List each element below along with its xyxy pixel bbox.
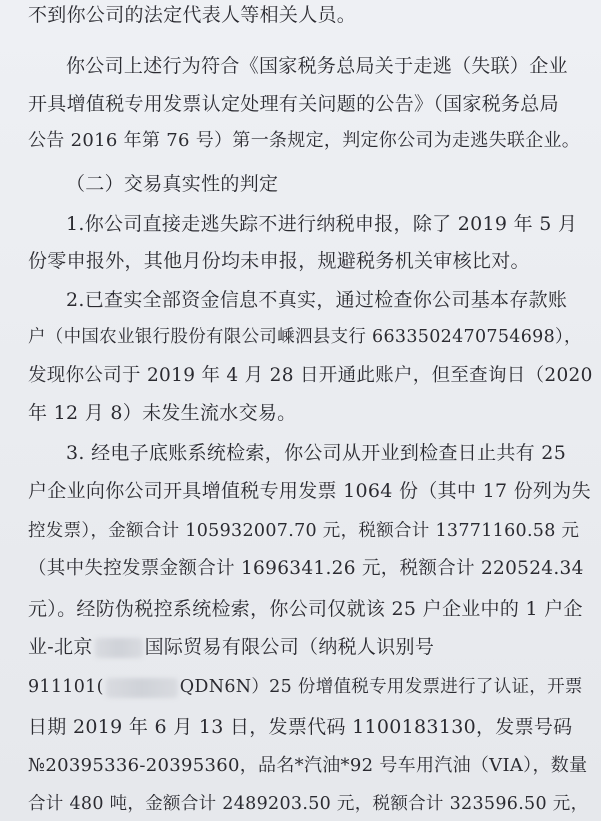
text-line-9: 户（中国农业银行股份有限公司嵊泗县支行 6633502470754698），	[28, 327, 582, 347]
text-line-18-prefix: 911101(	[28, 677, 104, 697]
text-line-6: 1.你公司直接走逃失踪不进行纳税申报，除了 2019 年 5 月	[66, 213, 578, 235]
text-line-14: 控发票），金额合计 105932007.70 元，税额合计 13771160.58 元	[28, 521, 580, 541]
text-line-21: 合计 480 吨，金额合计 2489203.50 元，税额合计 323596.50 元，	[28, 794, 589, 814]
text-line-18	[28, 674, 583, 700]
text-line-11: 年 12 月 8）未发生流水交易。	[28, 402, 297, 424]
text-line-12: 3. 经电子底账系统检索，你公司从开业到检查日止共有 25	[66, 442, 567, 464]
text-line-8: 2.已查实全部资金信息不真实，通过检查你公司基本存款账	[66, 289, 568, 311]
text-line-4: 公告 2016 年第 76 号）第一条规定，判定你公司为走逃失联企业。	[28, 130, 581, 151]
section-heading: （二）交易真实性的判定	[66, 173, 279, 195]
text-line-17-prefix: 业-北京	[28, 636, 93, 658]
text-line-15: （其中失控发票金额合计 1696341.26 元，税额合计 220524.34	[28, 558, 584, 579]
text-line-19: 日期 2019 年 6 月 13 日，发票代码 1100183130，发票号码	[28, 716, 573, 738]
text-line-2: 你公司上述行为符合《国家税务总局关于走逃（失联）企业	[66, 55, 568, 77]
redaction-blur	[106, 678, 178, 698]
text-line-1: 不到你公司的法定代表人等相关人员。	[28, 4, 357, 26]
text-line-17	[28, 634, 434, 660]
text-line-16: 元）。经防伪税控系统检索，你公司仅就该 25 户企业中的 1 户企	[28, 598, 583, 620]
text-line-10: 发现你公司于 2019 年 4 月 28 日开通此账户，但至查询日（2020	[28, 365, 593, 386]
text-line-3: 开具增值税专用发票认定处理有关问题的公告》（国家税务总局	[28, 93, 559, 115]
text-line-20: №20395336-20395360，品名*汽油*92 号车用汽油（VIA），数量	[28, 755, 588, 776]
text-line-17-rest: 国际贸易有限公司（纳税人识别号	[144, 636, 435, 658]
text-line-13: 户企业向你公司开具增值税专用发票 1064 份（其中 17 份列为失	[28, 480, 591, 502]
text-line-7: 份零申报外，其他月份均未申报，规避税务机关审核比对。	[28, 250, 530, 272]
redaction-blur	[95, 638, 143, 658]
text-line-18-rest: QDN6N）25 份增值税专用发票进行了认证，开票	[179, 677, 583, 697]
